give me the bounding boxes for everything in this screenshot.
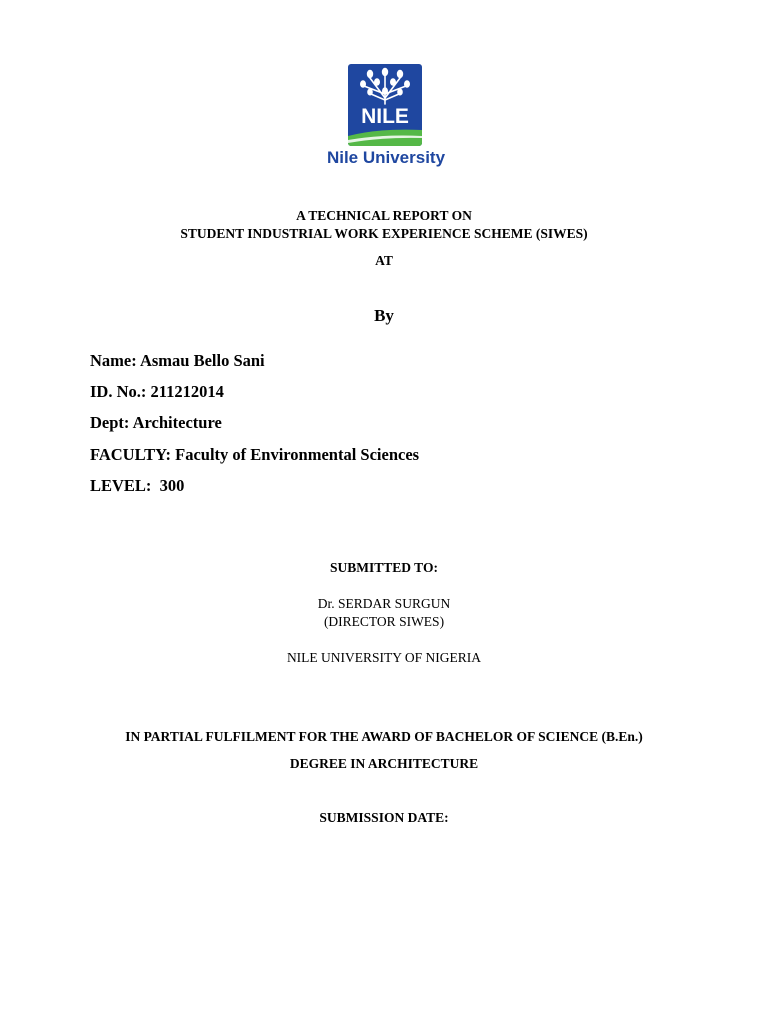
logo-caption: Nile University xyxy=(326,148,446,167)
student-level: LEVEL: 300 xyxy=(90,476,185,495)
logo-wordmark: NILE xyxy=(361,105,409,128)
student-faculty: FACULTY: Faculty of Environmental Sciences xyxy=(90,445,420,464)
award-statement-line-2: DEGREE IN ARCHITECTURE xyxy=(289,756,479,771)
submission-date-label: SUBMISSION DATE: xyxy=(319,810,449,825)
nile-university-logo xyxy=(318,62,454,174)
student-name: Name: Asmau Bello Sani xyxy=(90,351,265,370)
report-title-at: AT xyxy=(375,253,393,268)
submitted-to-label: SUBMITTED TO: xyxy=(330,560,438,575)
recipient-name: Dr. SERDAR SURGUN xyxy=(317,596,451,611)
student-department: Dept: Architecture xyxy=(90,413,222,432)
award-statement-line-1: IN PARTIAL FULFILMENT FOR THE AWARD OF BACHELOR OF SCIENCE (B.En.) xyxy=(125,729,643,744)
logo-emblem xyxy=(348,64,422,146)
recipient-role: (DIRECTOR SIWES) xyxy=(323,614,445,629)
institution-name: NILE UNIVERSITY OF NIGERIA xyxy=(286,650,482,665)
report-title-line-1: A TECHNICAL REPORT ON xyxy=(296,208,472,223)
student-id: ID. No.: 211212014 xyxy=(90,382,224,401)
by-label: By xyxy=(374,306,394,325)
report-title-line-2: STUDENT INDUSTRIAL WORK EXPERIENCE SCHEME (SIWES) xyxy=(180,226,588,241)
